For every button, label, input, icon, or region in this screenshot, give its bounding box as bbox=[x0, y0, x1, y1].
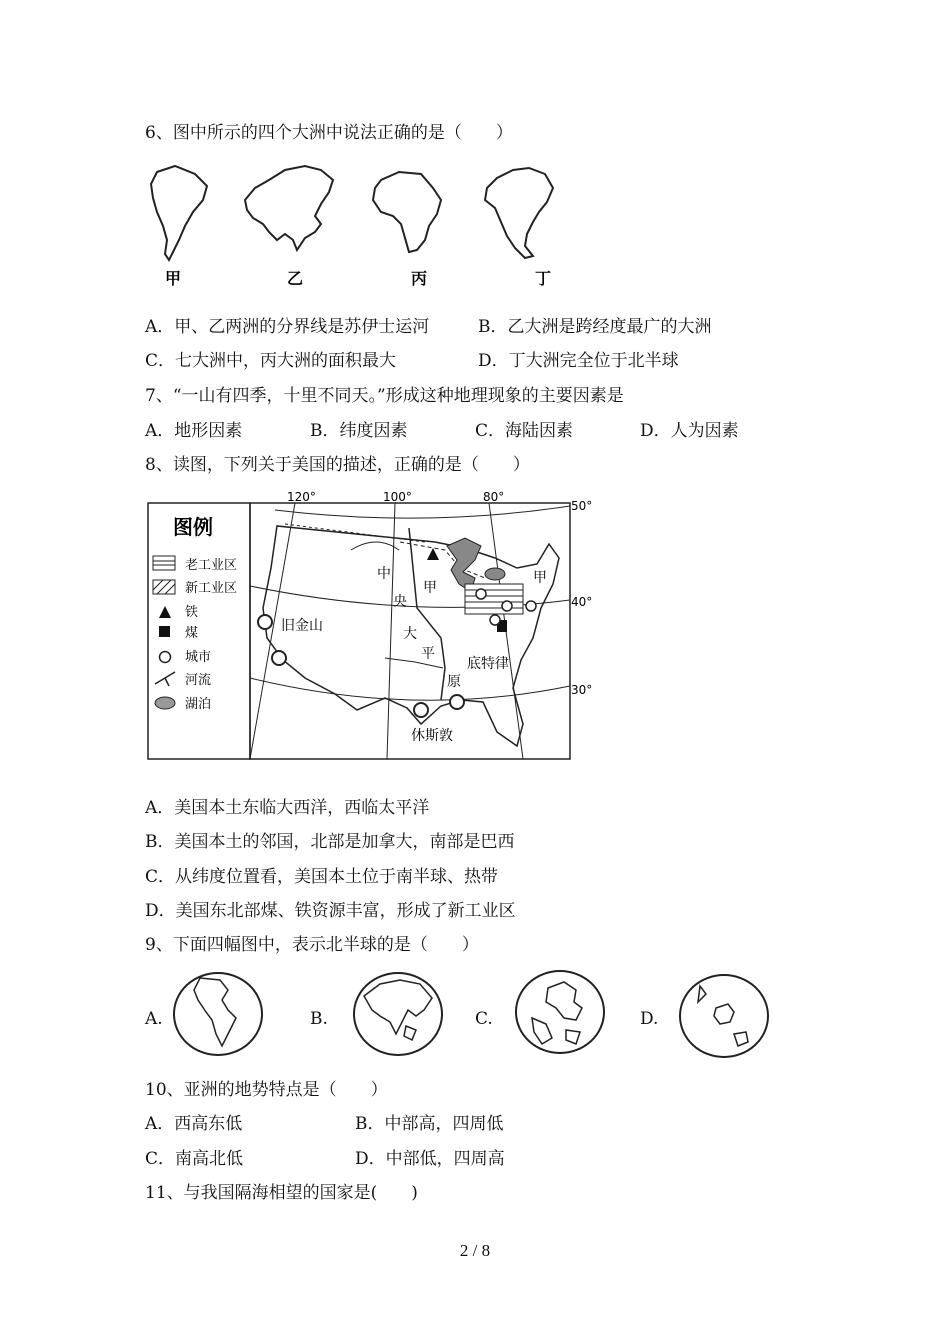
label-bing: 丙 bbox=[411, 269, 428, 288]
lon-80: 80° bbox=[483, 490, 505, 504]
q9-option-a[interactable]: A. bbox=[145, 1009, 163, 1029]
globe-d-figure[interactable] bbox=[676, 972, 772, 1060]
iron-icon bbox=[159, 606, 171, 618]
coal-icon bbox=[159, 626, 170, 637]
legend-river: 河流 bbox=[185, 673, 212, 688]
iron-mine-icon bbox=[427, 548, 439, 560]
legend-new-industry: 新工业区 bbox=[185, 581, 238, 596]
q6-option-d[interactable]: D．丁大洲完全位于北半球 bbox=[478, 351, 679, 371]
place-jia-east: 甲 bbox=[533, 570, 547, 586]
q9-option-b[interactable]: B. bbox=[310, 1009, 328, 1029]
place-detroit: 底特律 bbox=[467, 656, 509, 672]
legend-old-industry: 老工业区 bbox=[185, 558, 238, 573]
legend-iron: 铁 bbox=[185, 605, 199, 620]
q8-option-c[interactable]: C．从纬度位置看，美国本土位于南半球、热带 bbox=[145, 867, 499, 887]
place-ping: 平 bbox=[421, 646, 435, 662]
houston-dot bbox=[414, 703, 428, 717]
label-yi: 乙 bbox=[287, 269, 304, 288]
page-number: 2 / 8 bbox=[459, 1241, 491, 1260]
q8-option-d[interactable]: D．美国东北部煤、铁资源丰富，形成了新工业区 bbox=[145, 901, 516, 921]
q7-option-c[interactable]: C．海陆因素 bbox=[475, 421, 574, 441]
q10-option-b[interactable]: B．中部高，四周低 bbox=[355, 1114, 504, 1134]
q10-option-a[interactable]: A．西高东低 bbox=[145, 1114, 243, 1134]
q7-option-d[interactable]: D．人为因素 bbox=[640, 421, 739, 441]
legend-lake: 湖泊 bbox=[185, 697, 212, 712]
place-yuan: 原 bbox=[447, 674, 461, 690]
q6-stem: 6、图中所示的四个大洲中说法正确的是（ ） bbox=[145, 123, 513, 143]
legend-title: 图例 bbox=[173, 515, 213, 539]
lat-40: 40° bbox=[571, 595, 593, 609]
q7-option-a[interactable]: A．地形因素 bbox=[145, 421, 243, 441]
lat-30: 30° bbox=[571, 683, 593, 697]
q10-option-c[interactable]: C．南高北低 bbox=[145, 1149, 244, 1169]
q6-option-c[interactable]: C．七大洲中，丙大洲的面积最大 bbox=[145, 351, 397, 371]
south-america-outline bbox=[151, 166, 207, 260]
place-san-francisco: 旧金山 bbox=[281, 618, 323, 634]
q7-option-b[interactable]: B．纬度因素 bbox=[310, 421, 408, 441]
q6-option-a[interactable]: A．甲、乙两洲的分界线是苏伊士运河 bbox=[145, 317, 430, 337]
river-icon bbox=[155, 672, 175, 686]
globe-a-figure[interactable] bbox=[170, 970, 266, 1058]
lat-50: 50° bbox=[571, 499, 593, 513]
place-houston: 休斯敦 bbox=[411, 728, 453, 744]
label-jia: 甲 bbox=[165, 269, 182, 288]
q10-stem: 10、亚洲的地势特点是（ ） bbox=[145, 1080, 388, 1100]
africa-outline bbox=[373, 172, 441, 252]
q8-stem: 8、读图，下列关于美国的描述，正确的是（ ） bbox=[145, 455, 530, 475]
legend-city: 城市 bbox=[185, 650, 212, 665]
q7-stem: 7、“一山有四季，十里不同天。”形成这种地理现象的主要因素是 bbox=[145, 386, 624, 406]
lake-icon bbox=[155, 697, 175, 709]
legend-coal: 煤 bbox=[185, 626, 199, 641]
lon-100: 100° bbox=[383, 490, 412, 504]
place-jia-west: 甲 bbox=[423, 580, 437, 596]
q8-option-b[interactable]: B．美国本土的邻国，北部是加拿大，南部是巴西 bbox=[145, 832, 515, 852]
q10-option-d[interactable]: D．中部低，四周高 bbox=[355, 1149, 505, 1169]
q11-stem: 11、与我国隔海相望的国家是( ) bbox=[145, 1183, 418, 1203]
q9-option-c[interactable]: C. bbox=[475, 1009, 493, 1029]
q9-option-d[interactable]: D. bbox=[640, 1009, 659, 1029]
place-da: 大 bbox=[403, 626, 417, 642]
city-icon bbox=[160, 652, 171, 663]
q8-usa-map bbox=[145, 488, 595, 768]
place-zhong: 中 bbox=[377, 566, 391, 582]
san-francisco-dot bbox=[258, 615, 272, 629]
asia-outline bbox=[245, 166, 333, 250]
globe-c-figure[interactable] bbox=[512, 968, 608, 1056]
north-america-outline bbox=[485, 168, 553, 258]
q9-stem: 9、下面四幅图中，表示北半球的是（ ） bbox=[145, 935, 479, 955]
q6-option-b[interactable]: B．乙大洲是跨经度最广的大洲 bbox=[478, 317, 712, 337]
q8-option-a[interactable]: A．美国本土东临大西洋，西临太平洋 bbox=[145, 798, 430, 818]
q6-continents-figure bbox=[145, 160, 585, 294]
globe-b-figure[interactable] bbox=[350, 970, 446, 1058]
place-yang: 央 bbox=[393, 594, 407, 610]
lon-120: 120° bbox=[287, 490, 316, 504]
mississippi-river bbox=[409, 528, 445, 700]
label-ding: 丁 bbox=[535, 269, 552, 288]
